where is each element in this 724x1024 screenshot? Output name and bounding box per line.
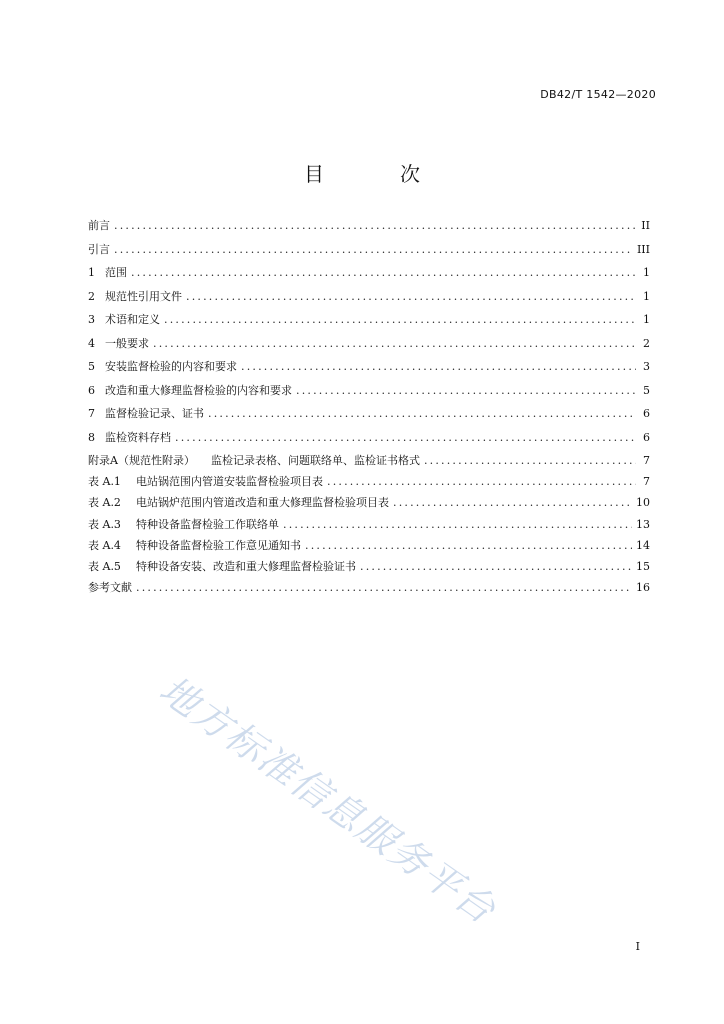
toc-leader-dots [296, 384, 636, 397]
document-code: DB42/T 1542—2020 [540, 88, 656, 101]
toc-entry-label: 电站锅炉范围内管道改造和重大修理监督检验项目表 [136, 496, 389, 510]
toc-page-number: 6 [643, 407, 650, 420]
toc-page-number: 3 [643, 360, 650, 373]
toc-entry-label: 特种设备监督检验工作意见通知书 [136, 538, 301, 552]
toc-leader-dots [283, 518, 632, 531]
toc-entry-appendix-a[interactable] [88, 452, 650, 473]
toc-entry-label: 引言 [88, 242, 110, 256]
toc-entry-table-a3[interactable] [88, 516, 650, 537]
toc-entry-table-a1[interactable] [88, 473, 650, 494]
toc-leader-dots [360, 560, 632, 573]
toc-entry-number: 附录A（规范性附录） [88, 454, 195, 467]
toc-leader-dots [114, 219, 636, 232]
toc-leader-dots [153, 337, 636, 350]
toc-page-number: 7 [643, 454, 650, 467]
toc-page-number: 14 [636, 538, 650, 552]
toc-leader-dots [305, 539, 632, 552]
toc-leader-dots [424, 454, 636, 467]
toc-entry-label: 监检资料存档 [105, 430, 171, 444]
toc-entry-number: 表 A.4 [88, 538, 121, 552]
toc-entry-foreword[interactable] [88, 217, 650, 241]
toc-entry-label: 改造和重大修理监督检验的内容和要求 [105, 383, 292, 397]
watermark-text: 地方标准信息服务平台 [151, 667, 505, 933]
toc-leader-dots [164, 313, 636, 326]
toc-leader-dots [208, 407, 636, 420]
toc-entry-label: 术语和定义 [105, 313, 160, 326]
toc-entry-4[interactable] [88, 335, 650, 359]
toc-entry-6[interactable] [88, 382, 650, 406]
toc-leader-dots [327, 475, 636, 488]
toc-page-number: 6 [643, 430, 650, 444]
toc-entry-label: 安装监督检验的内容和要求 [105, 360, 237, 373]
toc-leader-dots [131, 266, 636, 279]
toc-page-number: II [641, 219, 650, 232]
toc-entry-5[interactable] [88, 358, 650, 382]
toc-leader-dots [241, 360, 636, 373]
toc-entry-number: 表 A.5 [88, 559, 121, 573]
toc-entry-number: 1 [88, 266, 95, 279]
toc-page-number: 1 [643, 266, 650, 279]
toc-entry-table-a2[interactable] [88, 494, 650, 515]
toc-page-number: 13 [636, 517, 650, 531]
toc-entry-number: 表 A.2 [88, 496, 121, 510]
toc-entry-references[interactable] [88, 579, 650, 600]
toc-leader-dots [114, 243, 633, 256]
toc-entry-number: 表 A.3 [88, 517, 121, 531]
toc-entry-8[interactable] [88, 429, 650, 453]
toc-leader-dots [186, 290, 636, 303]
toc-page-number: 1 [643, 289, 650, 303]
toc-page-number: III [636, 242, 650, 256]
toc-entry-introduction[interactable] [88, 241, 650, 265]
toc-entry-number: 8 [88, 430, 95, 444]
toc-entry-label: 一般要求 [105, 336, 149, 350]
toc-page-number: 7 [643, 475, 650, 489]
toc-page-number: 5 [643, 383, 650, 397]
toc-entry-label: 特种设备监督检验工作联络单 [136, 517, 279, 531]
toc-entry-table-a4[interactable] [88, 537, 650, 558]
toc-page-number: 1 [643, 313, 650, 326]
toc-entry-number: 7 [88, 407, 95, 420]
page-number: I [635, 940, 640, 953]
toc-entry-1[interactable] [88, 264, 650, 288]
toc-entry-2[interactable] [88, 288, 650, 312]
page-title: 目 次 [304, 162, 448, 186]
toc-leader-dots [136, 581, 632, 594]
toc-page-number: 15 [636, 559, 650, 573]
toc-entry-number: 2 [88, 289, 95, 303]
toc-leader-dots [175, 431, 636, 444]
toc-entry-7[interactable] [88, 405, 650, 429]
toc-page-number: 10 [636, 496, 650, 510]
toc-entry-table-a5[interactable] [88, 558, 650, 579]
table-of-contents [88, 217, 650, 600]
toc-entry-label: 特种设备安装、改造和重大修理监督检验证书 [136, 559, 356, 573]
toc-page-number: 2 [643, 336, 650, 350]
toc-page-number: 16 [636, 581, 650, 595]
toc-entry-number: 4 [88, 336, 95, 350]
toc-entry-label: 监督检验记录、证书 [105, 407, 204, 420]
toc-entry-number: 表 A.1 [88, 475, 121, 489]
toc-entry-label: 参考文献 [88, 581, 132, 595]
toc-leader-dots [393, 496, 632, 509]
toc-entry-label: 规范性引用文件 [105, 289, 182, 303]
toc-entry-label: 电站锅范围内管道安装监督检验项目表 [136, 475, 323, 489]
toc-entry-number: 3 [88, 313, 95, 326]
toc-entry-label: 前言 [88, 219, 110, 232]
toc-entry-label: 监检记录表格、问题联络单、监检证书格式 [210, 454, 420, 467]
toc-entry-3[interactable] [88, 311, 650, 335]
toc-entry-label: 范围 [105, 266, 127, 279]
toc-entry-number: 6 [88, 383, 95, 397]
toc-entry-number: 5 [88, 360, 95, 373]
